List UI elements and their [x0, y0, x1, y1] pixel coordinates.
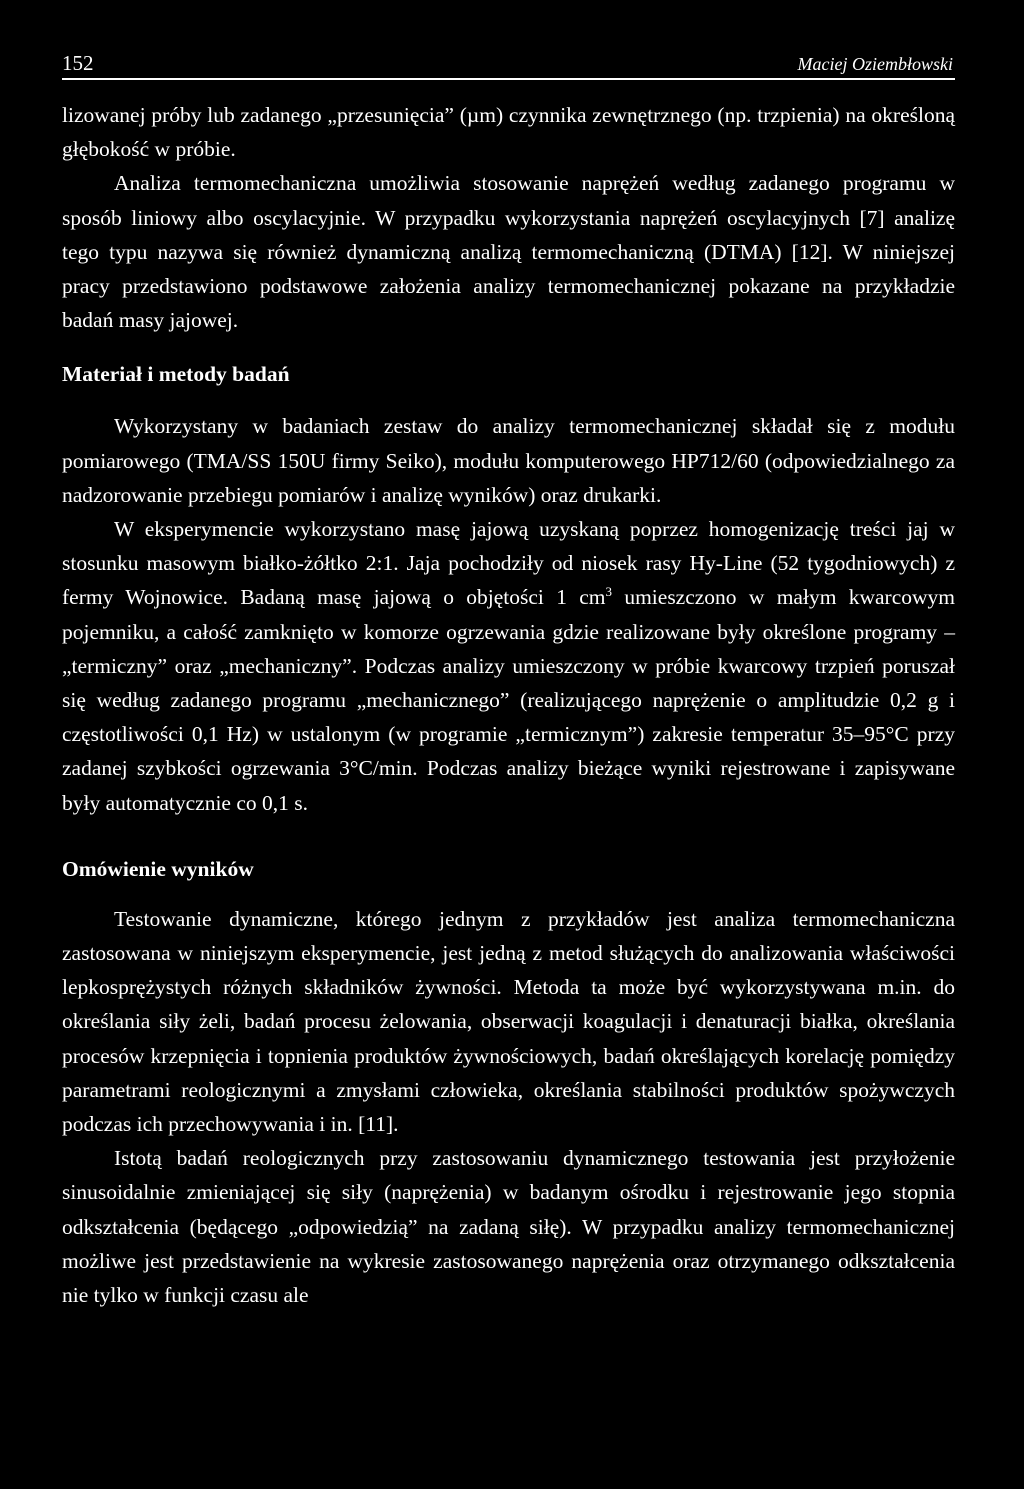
- materials-text-b: umieszczono w małym kwarcowym pojemniku, a całość zamknięto w komorze ogrzewania gdzie realizowane były określone programy – „termiczny” oraz „mechaniczny”. Podczas analizy umieszczony w próbie kwarcowy trzpień poruszał się według zadanego programu „mechanicznego” (realizującego naprężenie o amplitudzie 0,2 g i częstotliwości 0,1 Hz) w ustalonym (w programie „termicznym”) zakresie temperatur 35–95°C przy zadanej szybkości ogrzewania 3°C/min. Podczas analizy bieżące wyniki rejestrowane i zapisywane były automatycznie co 0,1 s.: [62, 585, 955, 815]
- results-paragraph-rheology: Istotą badań reologicznych przy zastosowaniu dynamicznego testowania jest przyłożenie sinusoidalnie zmieniającej się siły (naprężenia) w badanym ośrodku i rejestrowanie jego stopnia odkształcenia (będącego „odpowiedzią” na zadaną siłę). W przypadku analizy termomechanicznej możliwe jest przedstawienie na wykresie zastosowanego naprężenia oraz otrzymanego odkształcenia nie tylko w funkcji czasu ale: [62, 1146, 955, 1308]
- materials-paragraph-experiment: [62, 512, 955, 820]
- results-paragraph-dynamic-testing: Testowanie dynamiczne, którego jednym z przykładów jest analiza termomechaniczna zastosowana w niniejszym eksperymencie, jest jedną z metod służących do analizowania właściwości lepkosprężystych różnych składników żywności. Metoda ta może być wykorzystywana m.in. do określania siły żeli, badań procesu żelowania, obserwacji koagulacji i denaturacji białka, określania procesów krzepnięcia i topnienia produktów żywnościowych, badań określających korelację pomiędzy parametrami reologicznymi a zmysłami człowieka, określania stabilności produktów spożywczych podczas ich przechowywania i in. [11].: [62, 906, 955, 1137]
- intro-paragraph-continued: lizowanej próby lub zadanego „przesunięcia” (µm) czynnika zewnętrznego (np. trzpienia) na określoną głębokość w próbie.: [62, 103, 955, 162]
- materials-paragraph-equipment: Wykorzystany w badaniach zestaw do analizy termomechanicznej składał się z modułu pomiarowego (TMA/SS 150U firmy Seiko), modułu komputerowego HP712/60 (odpowiedzialnego za nadzorowanie przebiegu pomiarów i analizę wyników) oraz drukarki.: [62, 414, 955, 507]
- body-text: [62, 98, 955, 1312]
- running-author: Maciej Oziembłowski: [797, 54, 953, 74]
- section-heading-materials: Materiał i metody badań: [62, 362, 290, 387]
- intro-paragraph-dtma: Analiza termomechaniczna umożliwia stosowanie naprężeń według zadanego programu w sposób liniowy albo oscylacyjnie. W przypadku wykorzystania naprężeń oscylacyjnych [7] analizę tego typu nazywa się również dynamiczną analizą termomechaniczną (DTMA) [12]. W niniejszej pracy przedstawiono podstawowe założenia analizy termomechanicznej pokazane na przykładzie badań masy jajowej.: [62, 171, 955, 333]
- page-number: 152: [62, 51, 94, 75]
- section-heading-results: Omówienie wyników: [62, 856, 254, 881]
- document-page: [62, 0, 955, 1489]
- materials-text-a: W eksperymencie wykorzystano masę jajową uzyskaną poprzez homogenizację treści jaj w stosunku masowym białko-żółtko 2:1. Jaja pochodziły od niosek rasy Hy-Line (52 tygodniowych) z fermy Wojnowice. Badaną masę jajową o objętości 1 cm: [62, 517, 955, 610]
- running-header: [62, 50, 955, 80]
- cubic-superscript: 3: [605, 584, 613, 600]
